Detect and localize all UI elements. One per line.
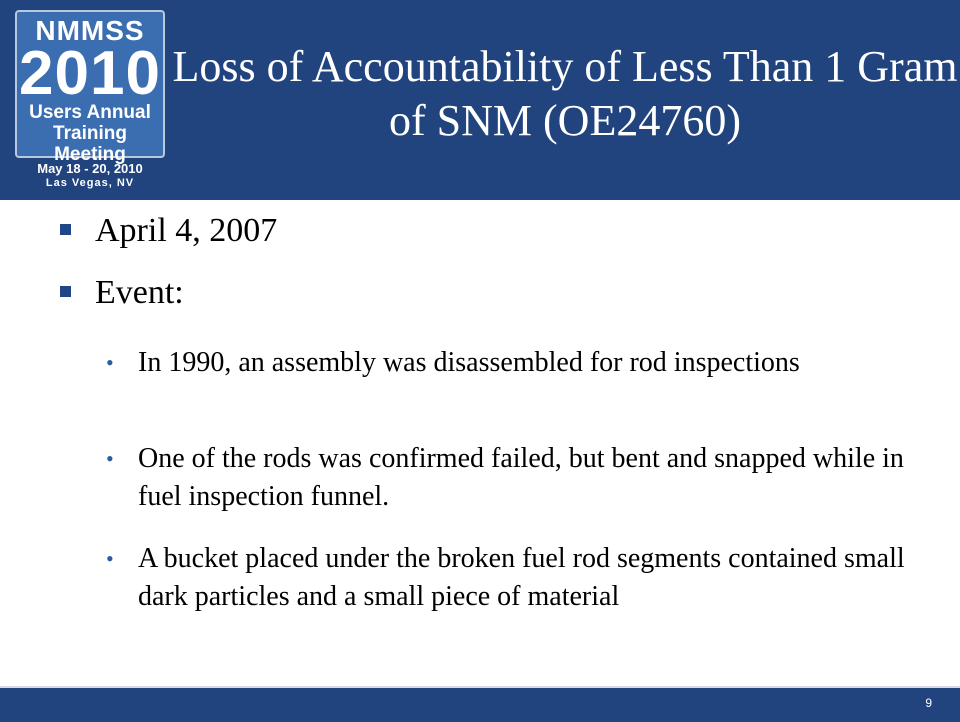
bullet-text: April 4, 2007 — [95, 212, 278, 249]
square-bullet-icon — [60, 286, 71, 297]
footer-band — [0, 686, 960, 722]
square-bullet-icon — [60, 224, 71, 235]
bullet-text: Event: — [95, 274, 184, 311]
sub-bullet-3 — [106, 540, 906, 616]
bullet-date — [60, 212, 277, 250]
page-number: 9 — [925, 696, 932, 710]
logo-city: Las Vegas, NV — [45, 177, 135, 189]
sub-bullet-text: A bucket placed under the broken fuel rod segments contained small dark particles and a small piece of material — [138, 543, 905, 612]
logo-box — [15, 10, 165, 165]
dot-bullet-icon: • — [106, 350, 114, 375]
logo-acronym: NMMSS — [35, 15, 145, 46]
logo-training-meeting: Training Meeting — [53, 123, 127, 165]
header-band — [0, 0, 960, 200]
sub-bullet-1 — [106, 344, 906, 382]
slide-title: Loss of Accountability of Less Than 1 Gram of SNM (OE24760) — [172, 42, 958, 145]
logo-year: 2010 — [19, 39, 161, 108]
dot-bullet-icon: • — [106, 446, 114, 471]
dot-bullet-icon: • — [106, 546, 114, 571]
bullet-event — [60, 274, 184, 312]
sub-bullet-text: In 1990, an assembly was disassembled for rod inspections — [138, 347, 800, 378]
logo-users-annual: Users Annual — [29, 102, 151, 123]
sub-bullet-text: One of the rods was confirmed failed, but bent and snapped while in fuel inspection funnel. — [138, 443, 904, 512]
sub-bullet-2 — [106, 440, 906, 516]
logo-dates: May 18 - 20, 2010 — [37, 161, 143, 176]
nmmss-2010-logo — [12, 10, 168, 196]
